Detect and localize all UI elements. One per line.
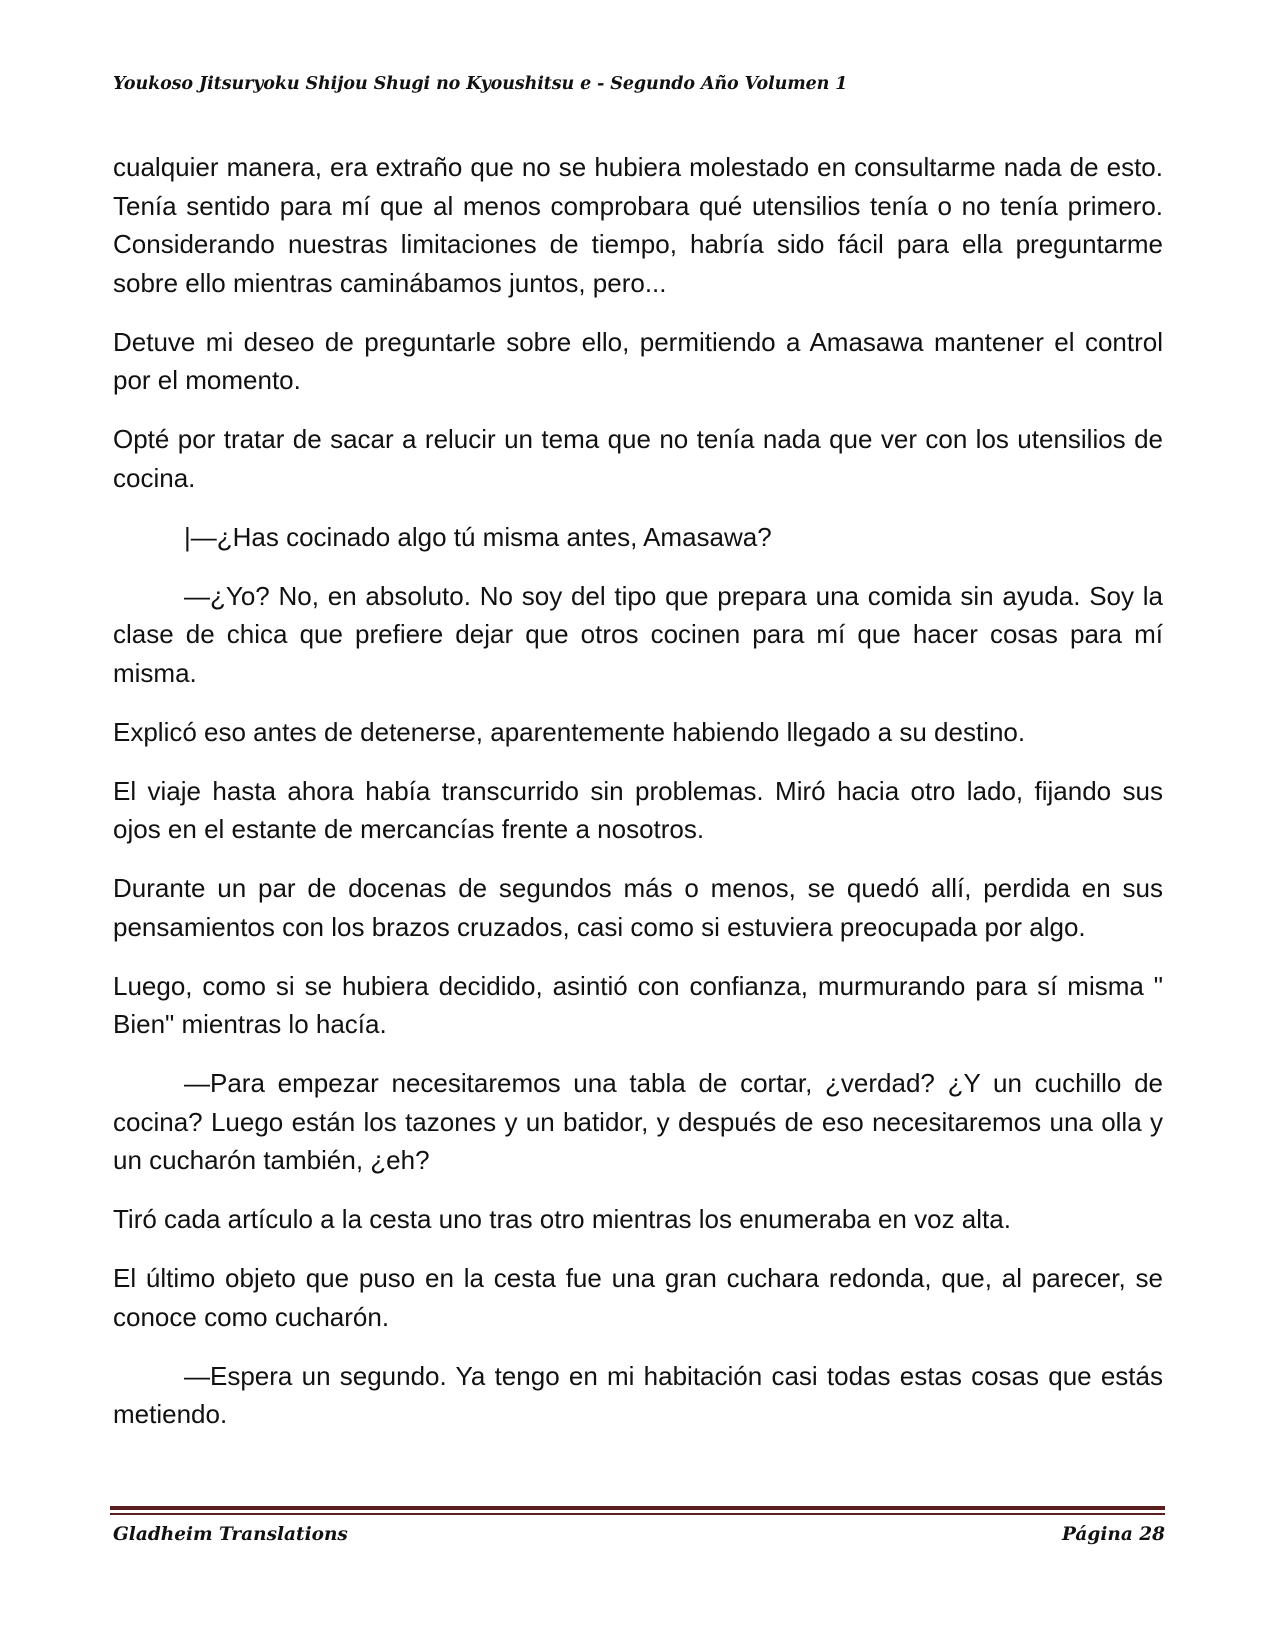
dialogue-paragraph: |—¿Has cocinado algo tú misma antes, Amasawa? <box>184 521 772 552</box>
body-text <box>113 148 1163 1454</box>
paragraph: Opté por tratar de sacar a relucir un tema que no tenía nada que ver con los utensilios de cocina. <box>113 424 1163 493</box>
dialogue-paragraph: —Para empezar necesitaremos una tabla de cortar, ¿verdad? ¿Y un cuchillo de cocina? Luego están los tazones y un batidor, y después de eso necesitaremos una olla y un cucharón también, ¿eh? <box>113 1068 1163 1175</box>
running-header: Youkoso Jitsuryoku Shijou Shugi no Kyoushitsu e - Segundo Año Volumen 1 <box>113 74 848 94</box>
footer-divider-thick <box>110 1506 1165 1510</box>
dialogue-paragraph: —¿Yo? No, en absoluto. No soy del tipo que prepara una comida sin ayuda. Soy la clase de chica que prefiere dejar que otros cocinen para mí que hacer cosas para mí misma. <box>113 580 1163 688</box>
paragraph: Durante un par de docenas de segundos más o menos, se quedó allí, perdida en sus pensamientos con los brazos cruzados, casi como si estuviera preocupada por algo. <box>113 873 1163 942</box>
dialogue-paragraph: —Espera un segundo. Ya tengo en mi habitación casi todas estas cosas que estás metiendo. <box>113 1360 1163 1429</box>
paragraph: Tiró cada artículo a la cesta uno tras otro mientras los enumeraba en voz alta. <box>113 1204 1011 1234</box>
paragraph: El viaje hasta ahora había transcurrido sin problemas. Miró hacia otro lado, fijando sus ojos en el estante de mercancías frente a nosotros. <box>113 775 1163 844</box>
paragraph: Luego, como si se hubiera decidido, asintió con confianza, murmurando para sí misma " Bien" mientras lo hacía. <box>113 970 1163 1039</box>
footer-publisher: Gladheim Translations <box>113 1524 348 1545</box>
footer-divider-thin <box>110 1513 1165 1515</box>
paragraph: cualquier manera, era extraño que no se hubiera molestado en consultarme nada de esto. Tenía sentido para mí que al menos comprobara qué utensilios tenía o no tenía primero. Considerando nuestras limitaciones de tiempo, habría sido fácil para ella preguntarme sobre ello mientras caminábamos juntos, pero... <box>113 152 1163 298</box>
paragraph: Explicó eso antes de detenerse, aparentemente habiendo llegado a su destino. <box>113 716 1026 747</box>
paragraph: El último objeto que puso en la cesta fue una gran cuchara redonda, que, al parecer, se conoce como cucharón. <box>113 1263 1163 1332</box>
footer-page-number: Página 28 <box>1062 1524 1165 1545</box>
paragraph: Detuve mi deseo de preguntarle sobre ello, permitiendo a Amasawa mantener el control por el momento. <box>113 326 1163 395</box>
